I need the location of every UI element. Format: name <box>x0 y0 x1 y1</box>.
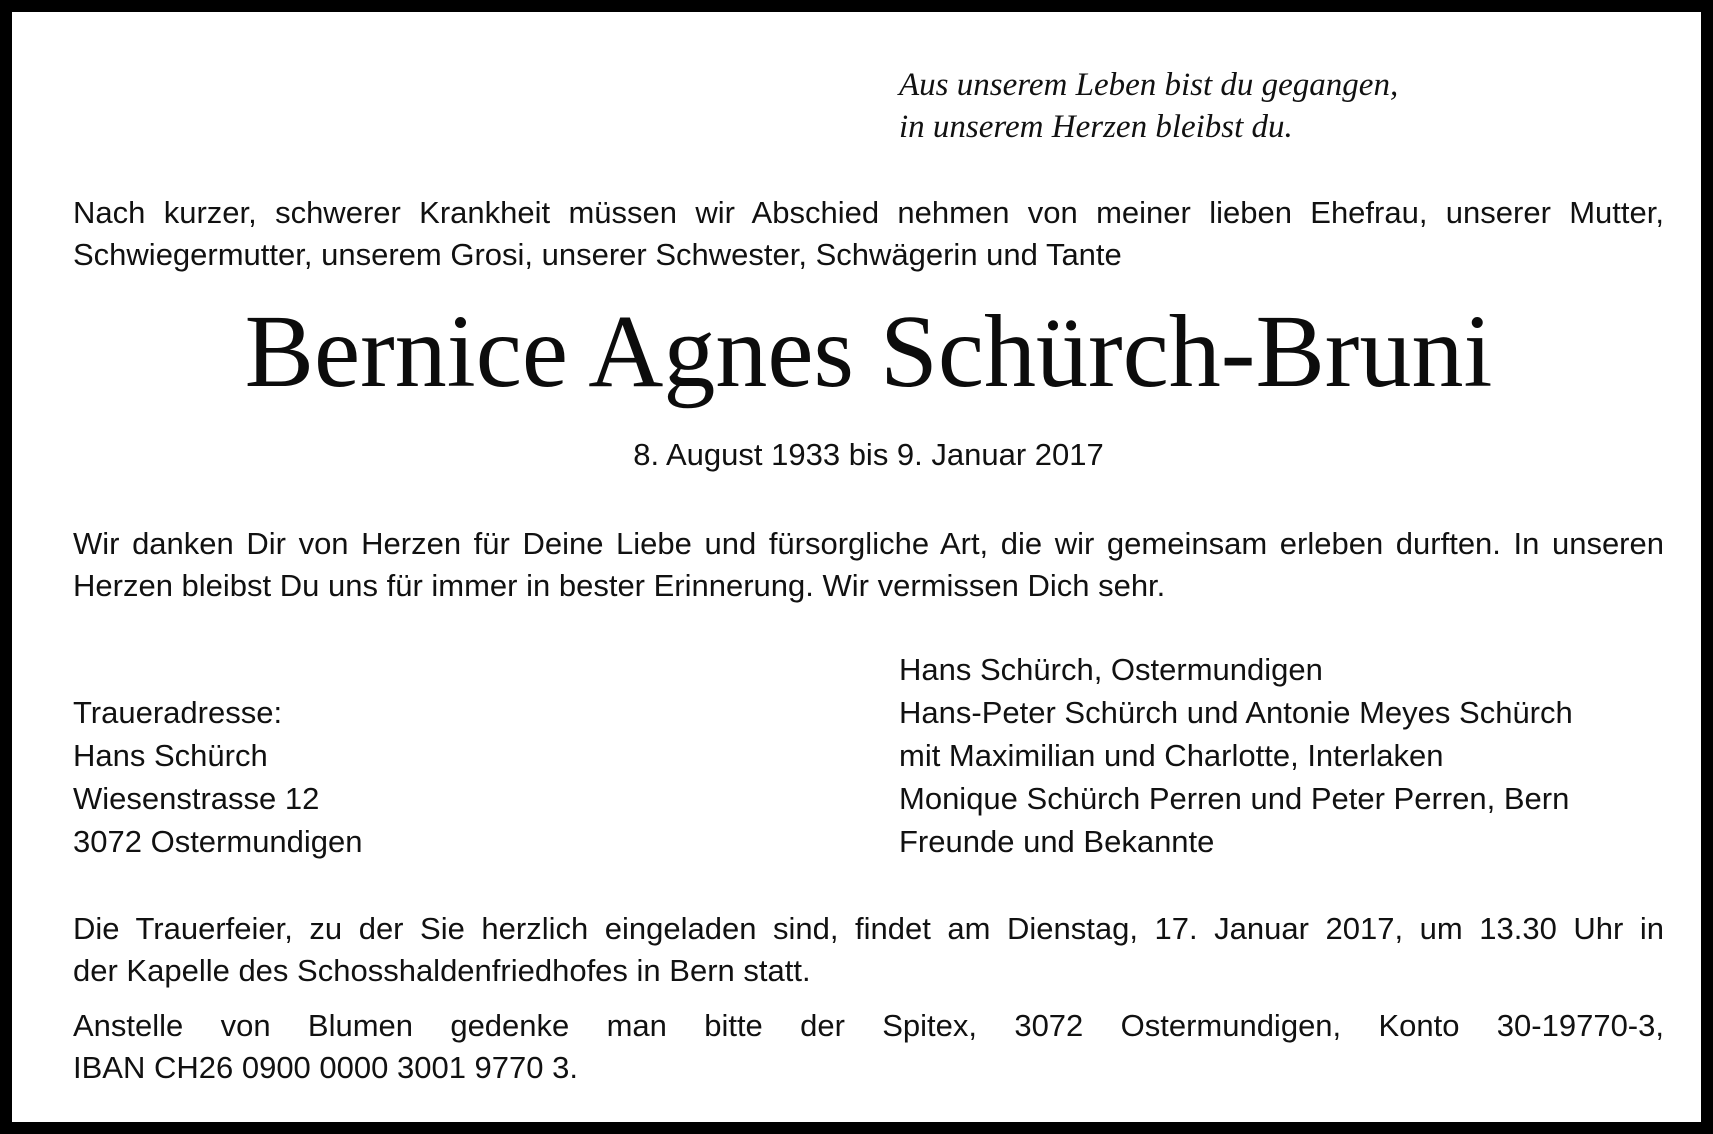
intro-paragraph <box>73 192 1664 276</box>
motto-line: in unserem Herzen bleibst du. <box>899 109 1293 145</box>
thanks-line: Herzen bleibst Du uns für immer in bester Erinnerung. Wir vermissen Dich sehr. <box>73 568 1166 603</box>
life-dates: 8. August 1933 bis 9. Januar 2017 <box>633 437 1104 472</box>
intro-line: Nach kurzer, schwerer Krankheit müssen wir Abschied nehmen von meiner lieben Ehefrau, unserer Mutter, <box>73 195 1664 230</box>
ceremony-paragraph <box>73 908 1664 992</box>
ceremony-line: der Kapelle des Schosshaldenfriedhofes in Bern statt. <box>73 953 811 988</box>
mourner-line: Monique Schürch Perren und Peter Perren, Bern <box>899 781 1570 816</box>
mourner-line: Hans Schürch, Ostermundigen <box>899 652 1323 687</box>
donation-line: Anstelle von Blumen gedenke man bitte der Spitex, 3072 Ostermundigen, Konto 30-19770-3, <box>73 1008 1664 1043</box>
mourner-line: Hans-Peter Schürch und Antonie Meyes Schürch <box>899 695 1573 730</box>
address-line: 3072 Ostermundigen <box>73 824 363 859</box>
motto-verse <box>899 64 1398 148</box>
donation-paragraph <box>73 1005 1664 1089</box>
motto-line: Aus unserem Leben bist du gegangen, <box>899 67 1399 103</box>
mourner-line: Freunde und Bekannte <box>899 824 1215 859</box>
ceremony-line: Die Trauerfeier, zu der Sie herzlich eingeladen sind, findet am Dienstag, 17. Januar 2017, um 13.30 Uhr in <box>73 911 1664 946</box>
donation-line: IBAN CH26 0900 0000 3001 9770 3. <box>73 1050 578 1085</box>
thanks-line: Wir danken Dir von Herzen für Deine Liebe und fürsorgliche Art, die wir gemeinsam erleben durften. In unseren <box>73 526 1664 561</box>
address-line: Wiesenstrasse 12 <box>73 781 320 816</box>
mourner-line: mit Maximilian und Charlotte, Interlaken <box>899 738 1444 773</box>
mourners-list <box>899 648 1573 863</box>
mourning-address <box>73 691 363 863</box>
intro-line: Schwiegermutter, unserem Grosi, unserer Schwester, Schwägerin und Tante <box>73 237 1122 272</box>
address-line: Hans Schürch <box>73 738 268 773</box>
deceased-name: Bernice Agnes Schürch-Bruni <box>244 294 1493 409</box>
thanks-paragraph <box>73 523 1664 607</box>
address-label: Traueradresse: <box>73 695 283 730</box>
